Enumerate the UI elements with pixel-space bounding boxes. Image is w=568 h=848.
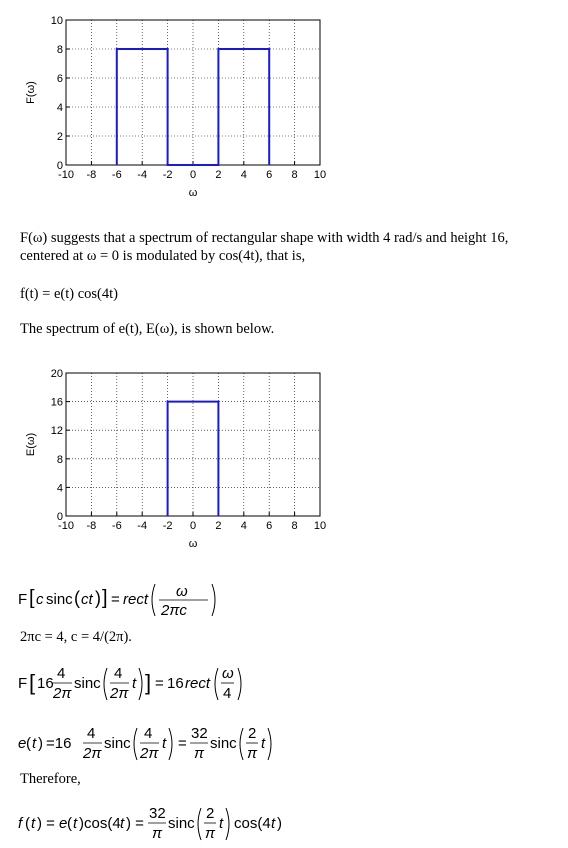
svg-text:ct: ct xyxy=(81,591,93,608)
svg-text:2πc: 2πc xyxy=(161,602,187,619)
x-tick-label: -4 xyxy=(137,169,148,181)
svg-text:(: ( xyxy=(67,815,72,832)
svg-text:rect: rect xyxy=(123,591,149,608)
svg-text:t: t xyxy=(219,815,224,832)
x-tick-label: 0 xyxy=(189,169,197,181)
svg-text:]: ] xyxy=(102,587,108,609)
svg-text:4: 4 xyxy=(57,665,66,682)
svg-text:t: t xyxy=(31,815,36,832)
svg-text:2: 2 xyxy=(206,805,215,822)
svg-text:t: t xyxy=(132,675,137,692)
svg-text:=: = xyxy=(111,591,120,608)
svg-text:cos(4: cos(4 xyxy=(234,815,271,832)
svg-text:ω: ω xyxy=(222,665,234,682)
y-tick-label: 6 xyxy=(56,73,63,85)
x-tick-label: -2 xyxy=(162,520,173,532)
svg-text:4: 4 xyxy=(87,725,96,742)
x-tick-label: -6 xyxy=(111,520,122,532)
equation-c-value: 2πc = 4, c = 4/(2π). xyxy=(20,629,132,645)
figure-e-omega xyxy=(0,360,568,560)
x-tick-label: 4 xyxy=(240,520,247,532)
svg-text:t: t xyxy=(271,815,276,832)
y-tick-label: 4 xyxy=(56,482,63,495)
y-tick-label: 8 xyxy=(56,453,63,466)
equation-fourier-of-e xyxy=(18,658,278,706)
equation-final-f-of-t xyxy=(18,798,338,846)
svg-text:2π: 2π xyxy=(53,685,72,702)
x-axis-label: ω xyxy=(188,187,198,199)
svg-text:) =: ) = xyxy=(126,815,144,832)
text-therefore: Therefore, xyxy=(20,771,81,787)
svg-text:t: t xyxy=(120,815,125,832)
svg-text:2: 2 xyxy=(248,725,257,742)
svg-text:(: ( xyxy=(74,588,80,608)
x-tick-label: -8 xyxy=(86,520,97,532)
svg-text:32: 32 xyxy=(191,725,208,742)
x-tick-label: 6 xyxy=(266,169,273,181)
svg-text:4: 4 xyxy=(223,685,232,702)
svg-text:) =: ) = xyxy=(37,815,55,832)
svg-text:2π: 2π xyxy=(140,745,159,762)
svg-text:sinc: sinc xyxy=(104,735,131,752)
equation-e-of-t xyxy=(18,718,318,766)
svg-text:=16: =16 xyxy=(46,735,72,752)
x-tick-label: -10 xyxy=(58,169,74,181)
eq-label: F xyxy=(18,591,28,608)
svg-text:c: c xyxy=(36,591,44,608)
x-tick-label: 8 xyxy=(291,520,298,532)
svg-text:π: π xyxy=(205,825,216,842)
x-tick-label: -8 xyxy=(86,169,97,181)
svg-text:t: t xyxy=(32,735,37,752)
svg-text:ω: ω xyxy=(176,583,188,600)
svg-text:sinc: sinc xyxy=(46,591,73,608)
x-tick-label: -10 xyxy=(58,520,74,532)
y-tick-label: 0 xyxy=(56,160,63,172)
y-tick-label: 2 xyxy=(56,131,63,143)
figure-f-omega xyxy=(0,0,568,205)
text-paragraph-2: The spectrum of e(t), E(ω), is shown below. xyxy=(20,321,275,337)
equation-f-of-t: f(t) = e(t) cos(4t) xyxy=(20,286,118,302)
equation-fourier-sinc-pair xyxy=(18,574,278,622)
y-tick-label: 4 xyxy=(56,102,63,114)
svg-text:)cos(4: )cos(4 xyxy=(79,815,121,832)
svg-text:f: f xyxy=(18,815,23,832)
svg-text:]: ] xyxy=(145,670,152,695)
x-tick-label: 10 xyxy=(313,520,327,532)
x-tick-label: 2 xyxy=(215,169,222,181)
svg-text:4: 4 xyxy=(144,725,153,742)
svg-text:t: t xyxy=(162,735,167,752)
x-tick-label: 2 xyxy=(215,520,222,532)
x-tick-label: 10 xyxy=(313,169,327,181)
svg-text:32: 32 xyxy=(149,805,166,822)
svg-text:(: ( xyxy=(26,735,31,752)
svg-text:sinc: sinc xyxy=(168,815,195,832)
svg-text:e: e xyxy=(59,815,68,832)
x-tick-label: 8 xyxy=(291,169,298,181)
svg-text:4: 4 xyxy=(114,665,123,682)
svg-text:sinc: sinc xyxy=(74,675,101,692)
x-tick-label: 4 xyxy=(240,169,247,181)
y-tick-label: 8 xyxy=(56,44,63,56)
svg-text:16: 16 xyxy=(167,675,184,692)
x-tick-label: -2 xyxy=(162,169,173,181)
svg-text:): ) xyxy=(277,815,282,832)
svg-text:rect: rect xyxy=(185,675,211,692)
x-axis-label: ω xyxy=(188,538,198,550)
svg-text:F: F xyxy=(18,675,28,692)
y-axis-label: F(ω) xyxy=(25,81,37,104)
svg-text:π: π xyxy=(194,745,205,762)
y-axis-label: E(ω) xyxy=(25,432,37,457)
svg-text:sinc: sinc xyxy=(210,735,237,752)
y-tick-label: 0 xyxy=(56,511,63,523)
svg-text:π: π xyxy=(152,825,163,842)
x-tick-label: -4 xyxy=(137,520,148,532)
y-tick-label: 16 xyxy=(50,396,63,409)
y-tick-label: 12 xyxy=(50,425,63,438)
svg-text:[: [ xyxy=(29,587,35,609)
text-paragraph-1: F(ω) suggests that a spectrum of rectangular shape with width 4 rad/s and height 16, centered at ω = 0 is modulated by cos(4t), that is, xyxy=(20,230,509,264)
y-tick-label: 20 xyxy=(50,368,63,380)
x-tick-label: 6 xyxy=(266,520,273,532)
svg-text:e: e xyxy=(18,735,27,752)
svg-text:=: = xyxy=(155,675,164,692)
svg-text:2π: 2π xyxy=(83,745,102,762)
x-tick-label: 0 xyxy=(189,520,197,532)
svg-text:t: t xyxy=(73,815,78,832)
svg-text:π: π xyxy=(247,745,258,762)
svg-text:2π: 2π xyxy=(110,685,129,702)
svg-text:=: = xyxy=(178,735,187,752)
svg-text:16: 16 xyxy=(37,675,54,692)
svg-text:t: t xyxy=(261,735,266,752)
svg-text:): ) xyxy=(95,588,101,608)
svg-text:[: [ xyxy=(29,670,36,695)
y-tick-label: 10 xyxy=(50,15,63,27)
svg-text:): ) xyxy=(38,735,43,752)
svg-text:(: ( xyxy=(25,815,30,832)
x-tick-label: -6 xyxy=(111,169,122,181)
